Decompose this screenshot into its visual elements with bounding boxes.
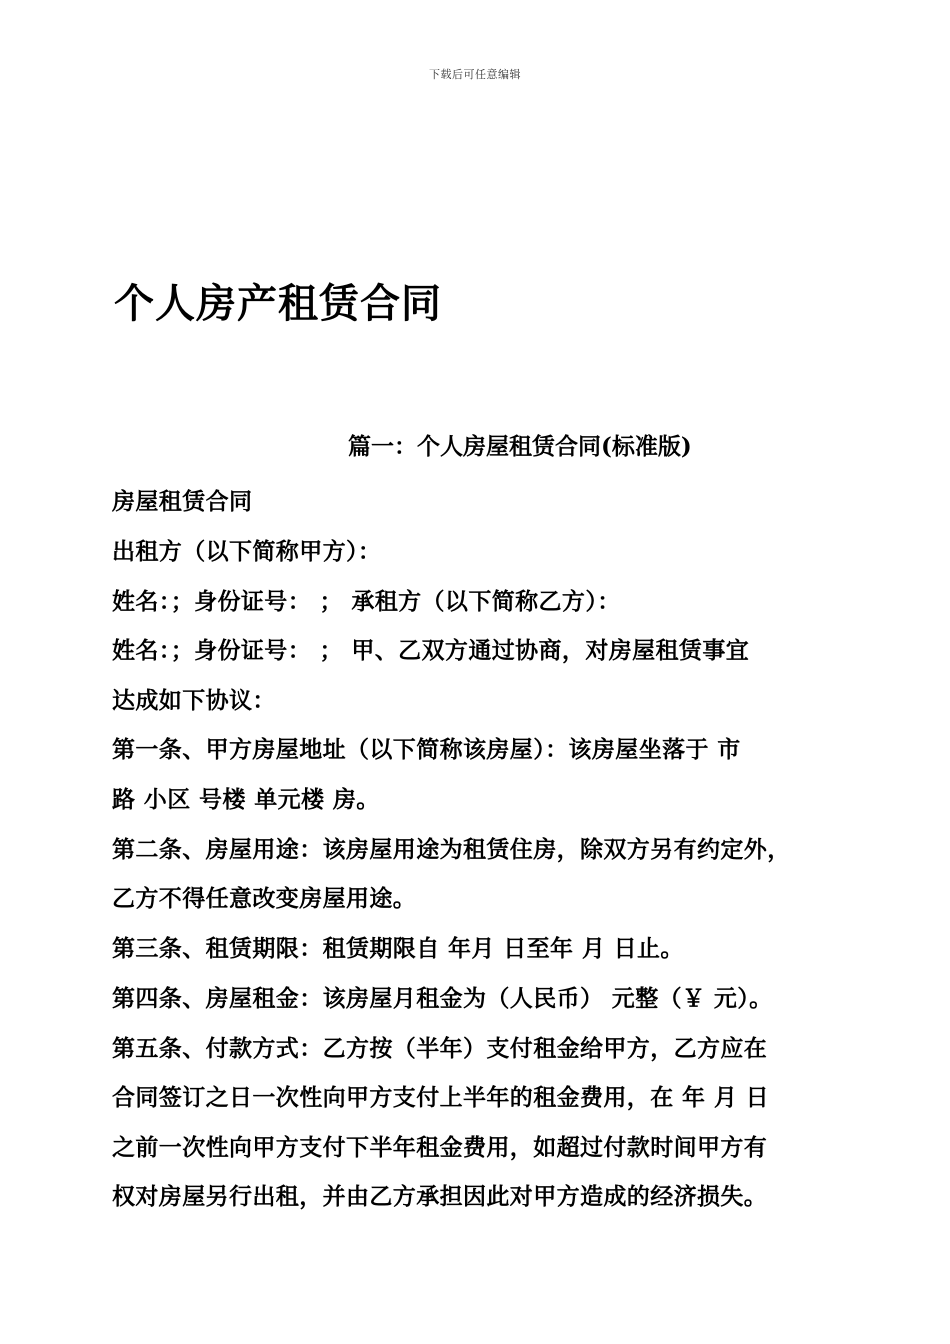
body-line: 姓名：；身份证号： ； 甲、乙双方通过协商，对房屋租赁事宜 (112, 637, 750, 664)
body-line: 路 小区 号楼 单元楼 房。 (112, 786, 380, 813)
document-title: 个人房产租赁合同 (114, 280, 442, 327)
section-title: 篇一：个人房屋租赁合同(标准版) (348, 433, 692, 460)
body-line: 出租方（以下简称甲方）： (112, 538, 382, 565)
body-line: 姓名：；身份证号： ； 承租方（以下简称乙方）： (112, 588, 621, 615)
body-line: 权对房屋另行出租，并由乙方承担因此对甲方造成的经济损失。 (112, 1183, 768, 1210)
body-line: 第五条、付款方式：乙方按（半年）支付租金给甲方，乙方应在 (112, 1035, 768, 1062)
body-line: 房屋租赁合同 (112, 488, 253, 515)
body-line: 第三条、租赁期限：租赁期限自 年月 日至年 月 日止。 (112, 935, 684, 962)
header-note: 下载后可任意编辑 (429, 68, 521, 81)
body-line: 合同签订之日一次性向甲方支付上半年的租金费用，在 年 月 日 (112, 1084, 770, 1111)
body-line: 乙方不得任意改变房屋用途。 (112, 885, 417, 912)
body-line: 第二条、房屋用途：该房屋用途为租赁住房，除双方另有约定外， (112, 836, 791, 863)
body-line: 达成如下协议： (112, 687, 276, 714)
body-line: 第一条、甲方房屋地址（以下简称该房屋）：该房屋坐落于 市 (112, 736, 741, 763)
body-line: 第四条、房屋租金：该房屋月租金为（人民币） 元整（￥ 元）。 (112, 985, 773, 1012)
body-line: 之前一次性向甲方支付下半年租金费用，如超过付款时间甲方有 (112, 1134, 768, 1161)
